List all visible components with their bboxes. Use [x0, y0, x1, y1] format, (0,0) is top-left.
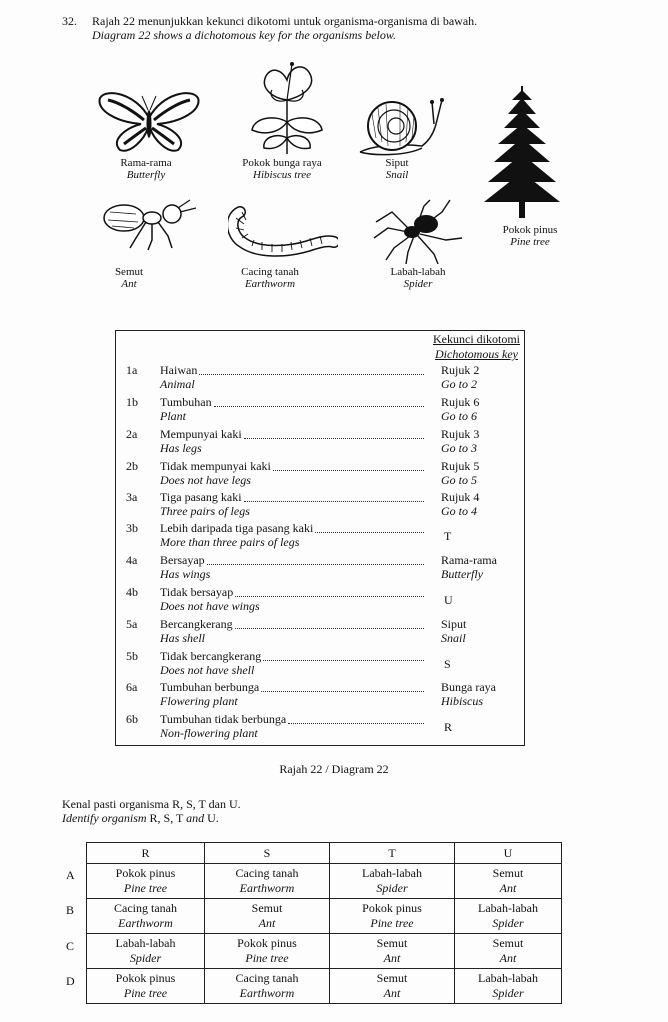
key-row-description-en: Animal [160, 377, 195, 391]
key-row-result-en: Go to 2 [441, 377, 477, 391]
key-row-number: 4a [126, 553, 138, 567]
key-row-description: Mempunyai kaki [160, 427, 242, 441]
answer-table-header [87, 843, 562, 864]
key-row-description-en: Plant [160, 409, 186, 423]
spider-icon [372, 198, 466, 264]
dotted-leader [214, 395, 424, 407]
instruction [62, 797, 241, 825]
key-row-description-en: Has shell [160, 631, 205, 645]
key-row-description: Tidak bersayap [160, 585, 234, 599]
header-s: S [205, 843, 330, 864]
key-row-result-en: Snail [441, 631, 466, 645]
organism-label-ant: Semut Ant [114, 266, 144, 290]
answer-cell: Semut Ant [330, 969, 455, 1004]
key-row-result: Rujuk 6 [441, 395, 480, 409]
key-row-description-en: Has wings [160, 567, 211, 581]
header-t: T [330, 843, 455, 864]
key-heading: Kekunci dikotomi Dichotomous key [433, 332, 520, 361]
answer-cell: Pokok pinus Pine tree [87, 864, 205, 899]
dotted-leader [263, 649, 424, 661]
answer-table [86, 842, 562, 1004]
key-row-description: Tidak mempunyai kaki [160, 459, 271, 473]
ant-icon [100, 196, 198, 252]
key-row-description: Tumbuhan berbunga [160, 680, 260, 694]
key-row-result: Rujuk 2 [441, 363, 480, 377]
answer-cell: Semut Ant [205, 899, 330, 934]
instruction-en: Identify organism R, S, T and U. [62, 811, 219, 825]
key-row-result-en: Go to 5 [441, 473, 477, 487]
question-text-ms: Rajah 22 menunjukkan kekunci dikotomi untuk organisma-organisma di bawah. [92, 14, 478, 28]
answer-cell: Cacing tanah Earthworm [205, 864, 330, 899]
key-row [116, 710, 526, 741]
dotted-leader [235, 617, 424, 629]
answer-cell: Cacing tanah Earthworm [205, 969, 330, 1004]
snail-icon [356, 96, 446, 158]
key-row-result-en: Go to 6 [441, 409, 477, 423]
key-row-description: Lebih daripada tiga pasang kaki [160, 521, 314, 535]
answer-cell: Cacing tanah Earthworm [87, 899, 205, 934]
answer-cell: Labah-labah Spider [455, 899, 562, 934]
key-row-description-en: Has legs [160, 441, 202, 455]
key-row [116, 583, 526, 614]
key-row-description-en: Three pairs of legs [160, 504, 250, 518]
key-row-result: U [444, 593, 453, 607]
key-row-result: R [444, 720, 453, 734]
key-row-description-en: Flowering plant [160, 694, 238, 708]
key-row-description: Bercangkerang [160, 617, 233, 631]
key-row [116, 488, 526, 519]
option-letter-d[interactable]: D [66, 974, 75, 988]
key-row-number: 2a [126, 427, 138, 441]
key-row-description: Bersayap [160, 553, 205, 567]
answer-cell: Semut Ant [330, 934, 455, 969]
answer-row-c[interactable] [87, 934, 562, 969]
option-letter-b[interactable]: B [66, 903, 75, 917]
answer-cell: Pokok pinus Pine tree [330, 899, 455, 934]
butterfly-icon [96, 88, 202, 154]
key-row-number: 1b [126, 395, 138, 409]
organism-label-snail: Siput Snail [385, 157, 409, 181]
key-row-number: 6b [126, 712, 138, 726]
header-u: U [455, 843, 562, 864]
key-row-number: 3b [126, 521, 138, 535]
question-text [92, 14, 477, 42]
organism-label-hibiscus: Pokok bunga raya Hibiscus tree [242, 157, 322, 181]
organism-label-pine-tree: Pokok pinus Pine tree [502, 224, 558, 248]
key-row-result: Rujuk 3 [441, 427, 480, 441]
key-row [116, 361, 526, 392]
key-row [116, 519, 526, 550]
key-row-description: Tumbuhan tidak berbunga [160, 712, 287, 726]
key-row-number: 1a [126, 363, 138, 377]
key-row-number: 2b [126, 459, 138, 473]
key-row [116, 551, 526, 582]
answer-row-b[interactable] [87, 899, 562, 934]
key-row-result: Rama-rama [441, 553, 497, 567]
organism-label-earthworm: Cacing tanah Earthworm [241, 266, 299, 290]
key-row-result-en: Hibiscus [441, 694, 483, 708]
answer-cell: Pokok pinus Pine tree [87, 969, 205, 1004]
key-row-result-en: Go to 4 [441, 504, 477, 518]
key-row-number: 5b [126, 649, 138, 663]
answer-cell: Labah-labah Spider [330, 864, 455, 899]
key-row-description-en: Does not have legs [160, 473, 251, 487]
dotted-leader [244, 490, 424, 502]
key-row [116, 457, 526, 488]
key-row-description: Tidak bercangkerang [160, 649, 262, 663]
key-row-result-en: Go to 3 [441, 441, 477, 455]
dotted-leader [235, 585, 424, 597]
answer-row-d[interactable] [87, 969, 562, 1004]
key-row-result: Siput [441, 617, 467, 631]
key-row-description-en: Non-flowering plant [160, 726, 258, 740]
answer-cell: Semut Ant [455, 934, 562, 969]
answer-cell: Labah-labah Spider [455, 969, 562, 1004]
key-row-number: 4b [126, 585, 138, 599]
key-row-number: 6a [126, 680, 138, 694]
question-number: 32. [62, 14, 77, 28]
dotted-leader [199, 363, 424, 375]
instruction-ms: Kenal pasti organisma R, S, T dan U. [62, 797, 241, 811]
key-row-description-en: Does not have shell [160, 663, 255, 677]
key-row-description-en: More than three pairs of legs [160, 535, 300, 549]
header-r: R [87, 843, 205, 864]
key-row-result-en: Butterfly [441, 567, 483, 581]
answer-cell: Semut Ant [455, 864, 562, 899]
dotted-leader [207, 553, 424, 565]
earthworm-icon [228, 206, 338, 260]
key-row-number: 5a [126, 617, 138, 631]
key-row-result: S [444, 657, 451, 671]
key-row [116, 425, 526, 456]
key-row-result: T [444, 529, 452, 543]
key-row [116, 393, 526, 424]
organism-label-spider: Labah-labah Spider [390, 266, 446, 290]
dotted-leader [261, 680, 424, 692]
key-row [116, 615, 526, 646]
dotted-leader [288, 712, 424, 724]
key-row-number: 3a [126, 490, 138, 504]
key-row-result: Bunga raya [441, 680, 496, 694]
answer-cell: Labah-labah Spider [87, 934, 205, 969]
key-row-result: Rujuk 4 [441, 490, 480, 504]
option-letter-a[interactable]: A [66, 868, 75, 882]
question-text-en: Diagram 22 shows a dichotomous key for the organisms below. [92, 28, 396, 42]
key-row-description: Tiga pasang kaki [160, 490, 242, 504]
dotted-leader [244, 427, 424, 439]
dichotomous-key-box [115, 330, 525, 746]
dotted-leader [273, 459, 424, 471]
diagram-caption: Rajah 22 / Diagram 22 [279, 762, 389, 776]
answer-cell: Pokok pinus Pine tree [205, 934, 330, 969]
hibiscus-icon [246, 60, 328, 156]
key-row-description-en: Does not have wings [160, 599, 260, 613]
answer-row-a[interactable] [87, 864, 562, 899]
organism-label-butterfly: Rama-rama Butterfly [120, 157, 172, 181]
key-row-description: Haiwan [160, 363, 198, 377]
key-row-result: Rujuk 5 [441, 459, 480, 473]
key-row-description: Tumbuhan [160, 395, 212, 409]
option-letter-c[interactable]: C [66, 939, 75, 953]
pine-tree-icon [482, 84, 562, 220]
dotted-leader [315, 521, 424, 533]
key-row [116, 647, 526, 678]
key-row [116, 678, 526, 709]
